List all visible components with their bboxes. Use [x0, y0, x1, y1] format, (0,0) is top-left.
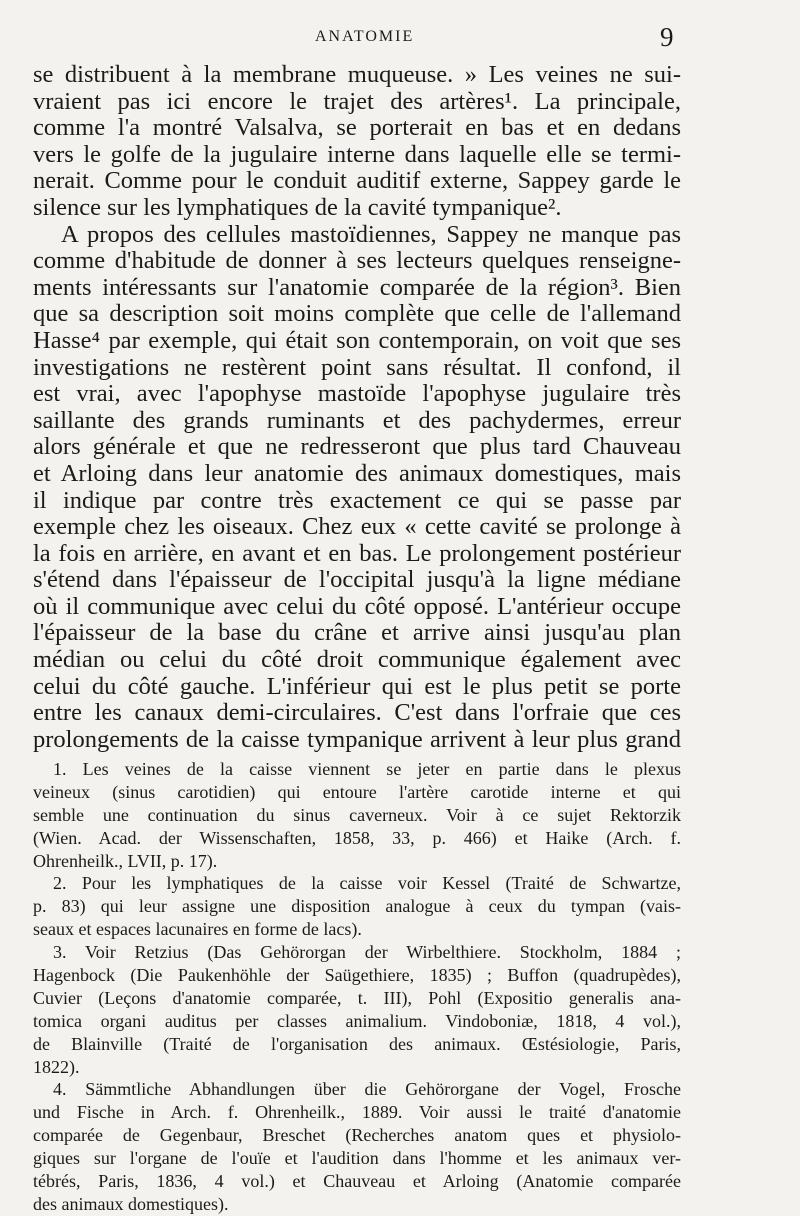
- footnote-line: Ohrenheilk., LVII, p. 17).: [33, 850, 218, 871]
- footnote-line: semble une continuation du sinus caverneux. Voir à ce sujet Rektorzik: [33, 804, 681, 825]
- footnote-line: de Blainville (Traité de l'organisation des animaux. Œstésiologie, Paris,: [33, 1033, 681, 1054]
- body-line: médian ou celui du côté droit communique également avec: [33, 646, 681, 674]
- body-line: celui du côté gauche. L'inférieur qui est le plus petit se porte: [33, 672, 681, 700]
- footnote-line: 1822).: [33, 1056, 80, 1077]
- body-line: que sa description soit moins complète que celle de l'allemand: [33, 300, 681, 328]
- footnote-line: 2. Pour les lymphatiques de la caisse voir Kessel (Traité de Schwartze,: [53, 873, 681, 894]
- body-line: exemple chez les oiseaux. Chez eux « cette cavité se prolonge à: [33, 513, 681, 541]
- body-line: alors générale et que ne redresseront que plus tard Chauveau: [33, 433, 681, 461]
- footnote-line: Hagenbock (Die Paukenhöhle der Saügethiere, 1835) ; Buffon (quadrupèdes),: [33, 965, 681, 986]
- body-line: A propos des cellules mastoïdiennes, Sappey ne manque pas: [61, 220, 681, 248]
- running-title: ANATOMIE: [315, 28, 415, 45]
- body-line: est vrai, avec l'apophyse mastoïde l'apophyse jugulaire très: [33, 380, 681, 408]
- footnote-line: 1. Les veines de la caisse viennent se jeter en partie dans le plexus: [53, 759, 681, 779]
- running-head: [0, 22, 800, 56]
- footnotes: [33, 758, 681, 1216]
- body-line: prolongements de la caisse tympanique arrivent à leur plus grand: [33, 725, 681, 753]
- body-line: ments intéressants sur l'anatomie comparée de la région³. Bien: [33, 273, 681, 301]
- body-text: [33, 62, 681, 753]
- footnote-line: veineux (sinus carotidien) qui entoure l'artère carotide interne et qui: [33, 781, 681, 802]
- body-line: investigations ne restèrent point sans résultat. Il confond, il: [33, 353, 681, 381]
- body-line: saillante des grands ruminants et des pachydermes, erreur: [33, 406, 681, 434]
- body-line: comme d'habitude de donner à ses lecteurs quelques renseigne-: [33, 247, 681, 275]
- footnote-line: des animaux domestiques).: [33, 1193, 229, 1214]
- body-line: et Arloing dans leur anatomie des animaux domestiques, mais: [33, 459, 681, 487]
- footnote-line: und Fische in Arch. f. Ohrenheilk., 1889. Voir aussi le traité d'anatomie: [33, 1102, 681, 1123]
- footnote-line: Cuvier (Leçons d'anatomie comparée, t. III), Pohl (Expositio generalis ana-: [33, 987, 681, 1008]
- footnote-line: (Wien. Acad. der Wissenschaften, 1858, 33, p. 466) et Haike (Arch. f.: [33, 827, 681, 848]
- body-line: se distribuent à la membrane muqueuse. » Les veines ne sui-: [33, 61, 681, 88]
- body-line: la fois en arrière, en avant et en bas. Le prolongement postérieur: [33, 539, 681, 567]
- body-line: l'épaisseur de la base du crâne et arrive ainsi jusqu'au plan: [33, 619, 681, 647]
- footnote-line: 3. Voir Retzius (Das Gehörorgan der Wirbelthiere. Stockholm, 1884 ;: [53, 942, 681, 963]
- body-line: comme l'a montré Valsalva, se porterait en bas et en dedans: [33, 114, 681, 142]
- footnote-line: 4. Sämmtliche Abhandlungen über die Gehörorgane der Vogel, Frosche: [53, 1079, 681, 1100]
- body-line: entre les canaux demi-circulaires. C'est dans l'orfraie que ces: [33, 699, 681, 727]
- footnote-line: giques sur l'organe de l'ouïe et l'audition dans l'homme et les animaux ver-: [33, 1148, 681, 1169]
- body-line: où il communique avec celui du côté opposé. L'antérieur occupe: [33, 592, 681, 620]
- body-line: s'étend dans l'épaisseur de l'occipital jusqu'à la ligne médiane: [33, 566, 681, 594]
- body-line: il indique par contre très exactement ce qui se passe par: [33, 486, 681, 514]
- footnote-line: tébrés, Paris, 1836, 4 vol.) et Chauveau et Arloing (Anatomie comparée: [33, 1171, 681, 1192]
- footnote-line: comparée de Gegenbaur, Breschet (Recherches anatom ques et physiolo-: [33, 1125, 681, 1146]
- footnote-line: tomica organi auditus per classes animalium. Vindoboniæ, 1818, 4 vol.),: [33, 1010, 681, 1031]
- body-line: vers le golfe de la jugulaire interne dans laquelle elle se termi-: [33, 140, 681, 168]
- footnote-line: p. 83) qui leur assigne une disposition analogue à ceux du tympan (vais-: [33, 896, 681, 917]
- page-number: 9: [660, 22, 674, 52]
- body-line: Hasse⁴ par exemple, qui était son contemporain, on voit que ses: [33, 326, 681, 354]
- body-line: nerait. Comme pour le conduit auditif externe, Sappey garde le: [33, 167, 681, 195]
- body-line: vraient pas ici encore le trajet des artères¹. La principale,: [33, 87, 681, 115]
- body-line: silence sur les lymphatiques de la cavité tympanique².: [33, 193, 562, 221]
- footnote-line: seaux et espaces lacunaires en forme de lacs).: [33, 919, 362, 940]
